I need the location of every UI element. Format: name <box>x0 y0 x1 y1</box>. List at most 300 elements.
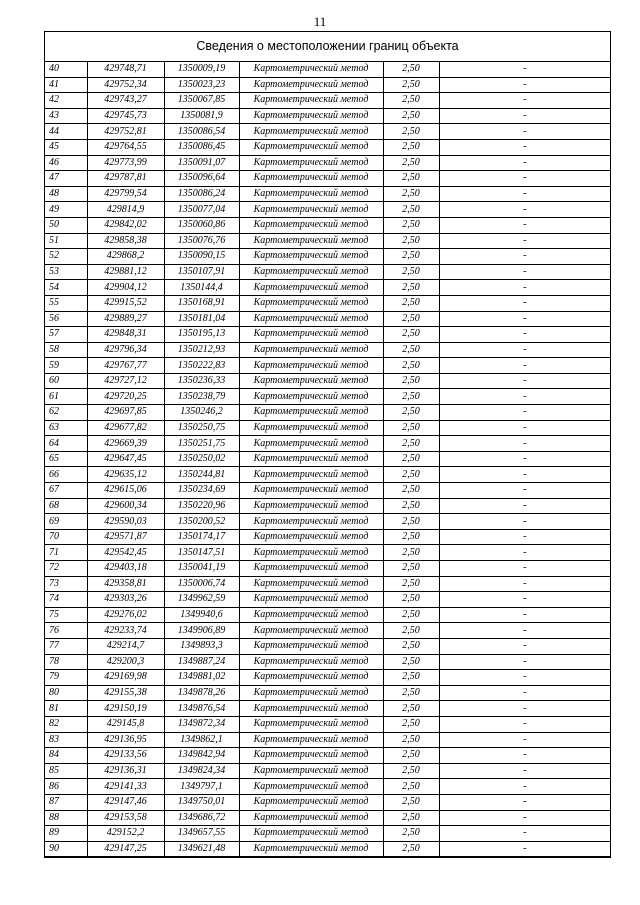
table-row <box>45 514 610 530</box>
method-cell: Картометрический метод <box>239 139 383 155</box>
point-number-cell: 71 <box>45 545 87 561</box>
point-number-cell: 74 <box>45 592 87 608</box>
method-cell: Картометрический метод <box>239 342 383 358</box>
x-coordinate-cell: 429787,81 <box>87 171 164 187</box>
y-coordinate-cell: 1349862,1 <box>164 732 239 748</box>
accuracy-cell: 2,50 <box>383 841 439 857</box>
x-coordinate-cell: 429752,81 <box>87 124 164 140</box>
method-cell: Картометрический метод <box>239 732 383 748</box>
method-cell: Картометрический метод <box>239 217 383 233</box>
table-row <box>45 405 610 421</box>
method-cell: Картометрический метод <box>239 701 383 717</box>
table-row <box>45 654 610 670</box>
accuracy-cell: 2,50 <box>383 62 439 77</box>
table-row <box>45 685 610 701</box>
description-cell: - <box>439 264 610 280</box>
table-row <box>45 561 610 577</box>
method-cell: Картометрический метод <box>239 405 383 421</box>
table-row <box>45 748 610 764</box>
x-coordinate-cell: 429748,71 <box>87 62 164 77</box>
accuracy-cell: 2,50 <box>383 498 439 514</box>
method-cell: Картометрический метод <box>239 638 383 654</box>
y-coordinate-cell: 1349876,54 <box>164 701 239 717</box>
method-cell: Картометрический метод <box>239 592 383 608</box>
description-cell: - <box>439 405 610 421</box>
description-cell: - <box>439 217 610 233</box>
description-cell: - <box>439 685 610 701</box>
point-number-cell: 47 <box>45 171 87 187</box>
method-cell: Картометрический метод <box>239 358 383 374</box>
y-coordinate-cell: 1349872,34 <box>164 716 239 732</box>
table-row <box>45 716 610 732</box>
y-coordinate-cell: 1350096,64 <box>164 171 239 187</box>
method-cell: Картометрический метод <box>239 841 383 857</box>
y-coordinate-cell: 1350086,45 <box>164 139 239 155</box>
accuracy-cell: 2,50 <box>383 280 439 296</box>
x-coordinate-cell: 429136,31 <box>87 763 164 779</box>
table-row <box>45 311 610 327</box>
point-number-cell: 50 <box>45 217 87 233</box>
method-cell: Картометрический метод <box>239 670 383 686</box>
accuracy-cell: 2,50 <box>383 561 439 577</box>
point-number-cell: 55 <box>45 295 87 311</box>
method-cell: Картометрический метод <box>239 826 383 842</box>
method-cell: Картометрический метод <box>239 685 383 701</box>
description-cell: - <box>439 716 610 732</box>
y-coordinate-cell: 1350236,33 <box>164 373 239 389</box>
table-row <box>45 280 610 296</box>
y-coordinate-cell: 1350251,75 <box>164 436 239 452</box>
description-cell: - <box>439 155 610 171</box>
accuracy-cell: 2,50 <box>383 233 439 249</box>
accuracy-cell: 2,50 <box>383 779 439 795</box>
x-coordinate-cell: 429147,46 <box>87 794 164 810</box>
x-coordinate-cell: 429169,98 <box>87 670 164 686</box>
point-number-cell: 89 <box>45 826 87 842</box>
table-row <box>45 124 610 140</box>
accuracy-cell: 2,50 <box>383 592 439 608</box>
point-number-cell: 61 <box>45 389 87 405</box>
table-row <box>45 592 610 608</box>
accuracy-cell: 2,50 <box>383 748 439 764</box>
point-number-cell: 64 <box>45 436 87 452</box>
accuracy-cell: 2,50 <box>383 202 439 218</box>
y-coordinate-cell: 1349881,02 <box>164 670 239 686</box>
accuracy-cell: 2,50 <box>383 467 439 483</box>
description-cell: - <box>439 108 610 124</box>
method-cell: Картометрический метод <box>239 794 383 810</box>
method-cell: Картометрический метод <box>239 155 383 171</box>
description-cell: - <box>439 607 610 623</box>
x-coordinate-cell: 429635,12 <box>87 467 164 483</box>
description-cell: - <box>439 623 610 639</box>
description-cell: - <box>439 373 610 389</box>
accuracy-cell: 2,50 <box>383 701 439 717</box>
y-coordinate-cell: 1350181,04 <box>164 311 239 327</box>
method-cell: Картометрический метод <box>239 529 383 545</box>
y-coordinate-cell: 1349940,6 <box>164 607 239 623</box>
accuracy-cell: 2,50 <box>383 716 439 732</box>
y-coordinate-cell: 1350107,91 <box>164 264 239 280</box>
accuracy-cell: 2,50 <box>383 358 439 374</box>
x-coordinate-cell: 429571,87 <box>87 529 164 545</box>
description-cell: - <box>439 327 610 343</box>
table-row <box>45 171 610 187</box>
accuracy-cell: 2,50 <box>383 638 439 654</box>
method-cell: Картометрический метод <box>239 233 383 249</box>
x-coordinate-cell: 429669,39 <box>87 436 164 452</box>
point-number-cell: 85 <box>45 763 87 779</box>
x-coordinate-cell: 429868,2 <box>87 249 164 265</box>
description-cell: - <box>439 592 610 608</box>
description-cell: - <box>439 93 610 109</box>
accuracy-cell: 2,50 <box>383 763 439 779</box>
x-coordinate-cell: 429615,06 <box>87 483 164 499</box>
accuracy-cell: 2,50 <box>383 607 439 623</box>
description-cell: - <box>439 638 610 654</box>
accuracy-cell: 2,50 <box>383 155 439 171</box>
method-cell: Картометрический метод <box>239 654 383 670</box>
description-cell: - <box>439 529 610 545</box>
description-cell: - <box>439 389 610 405</box>
coordinates-table <box>45 62 610 857</box>
description-cell: - <box>439 451 610 467</box>
y-coordinate-cell: 1350077,04 <box>164 202 239 218</box>
method-cell: Картометрический метод <box>239 436 383 452</box>
accuracy-cell: 2,50 <box>383 826 439 842</box>
description-cell: - <box>439 186 610 202</box>
x-coordinate-cell: 429796,34 <box>87 342 164 358</box>
y-coordinate-cell: 1350174,17 <box>164 529 239 545</box>
accuracy-cell: 2,50 <box>383 654 439 670</box>
point-number-cell: 49 <box>45 202 87 218</box>
table-row <box>45 670 610 686</box>
table-row <box>45 139 610 155</box>
table-row <box>45 389 610 405</box>
method-cell: Картометрический метод <box>239 389 383 405</box>
accuracy-cell: 2,50 <box>383 124 439 140</box>
x-coordinate-cell: 429145,8 <box>87 716 164 732</box>
method-cell: Картометрический метод <box>239 576 383 592</box>
accuracy-cell: 2,50 <box>383 670 439 686</box>
description-cell: - <box>439 826 610 842</box>
x-coordinate-cell: 429858,38 <box>87 233 164 249</box>
point-number-cell: 66 <box>45 467 87 483</box>
point-number-cell: 43 <box>45 108 87 124</box>
table-row <box>45 420 610 436</box>
method-cell: Картометрический метод <box>239 779 383 795</box>
description-cell: - <box>439 794 610 810</box>
point-number-cell: 60 <box>45 373 87 389</box>
method-cell: Картометрический метод <box>239 467 383 483</box>
method-cell: Картометрический метод <box>239 623 383 639</box>
y-coordinate-cell: 1349621,48 <box>164 841 239 857</box>
point-number-cell: 72 <box>45 561 87 577</box>
x-coordinate-cell: 429915,52 <box>87 295 164 311</box>
table-row <box>45 576 610 592</box>
point-number-cell: 51 <box>45 233 87 249</box>
description-cell: - <box>439 779 610 795</box>
table-row <box>45 108 610 124</box>
accuracy-cell: 2,50 <box>383 545 439 561</box>
x-coordinate-cell: 429677,82 <box>87 420 164 436</box>
accuracy-cell: 2,50 <box>383 264 439 280</box>
x-coordinate-cell: 429697,85 <box>87 405 164 421</box>
y-coordinate-cell: 1350147,51 <box>164 545 239 561</box>
accuracy-cell: 2,50 <box>383 529 439 545</box>
description-cell: - <box>439 295 610 311</box>
y-coordinate-cell: 1349824,34 <box>164 763 239 779</box>
description-cell: - <box>439 202 610 218</box>
y-coordinate-cell: 1349878,26 <box>164 685 239 701</box>
accuracy-cell: 2,50 <box>383 389 439 405</box>
x-coordinate-cell: 429403,18 <box>87 561 164 577</box>
accuracy-cell: 2,50 <box>383 342 439 358</box>
description-cell: - <box>439 420 610 436</box>
accuracy-cell: 2,50 <box>383 732 439 748</box>
point-number-cell: 81 <box>45 701 87 717</box>
y-coordinate-cell: 1350060,86 <box>164 217 239 233</box>
x-coordinate-cell: 429155,38 <box>87 685 164 701</box>
x-coordinate-cell: 429743,27 <box>87 93 164 109</box>
x-coordinate-cell: 429358,81 <box>87 576 164 592</box>
method-cell: Картометрический метод <box>239 171 383 187</box>
description-cell: - <box>439 763 610 779</box>
table-row <box>45 327 610 343</box>
y-coordinate-cell: 1349887,24 <box>164 654 239 670</box>
description-cell: - <box>439 139 610 155</box>
x-coordinate-cell: 429842,02 <box>87 217 164 233</box>
y-coordinate-cell: 1350250,02 <box>164 451 239 467</box>
y-coordinate-cell: 1350086,24 <box>164 186 239 202</box>
description-cell: - <box>439 748 610 764</box>
x-coordinate-cell: 429745,73 <box>87 108 164 124</box>
y-coordinate-cell: 1350006,74 <box>164 576 239 592</box>
point-number-cell: 88 <box>45 810 87 826</box>
description-cell: - <box>439 561 610 577</box>
x-coordinate-cell: 429542,45 <box>87 545 164 561</box>
x-coordinate-cell: 429799,54 <box>87 186 164 202</box>
point-number-cell: 86 <box>45 779 87 795</box>
y-coordinate-cell: 1350144,4 <box>164 280 239 296</box>
description-cell: - <box>439 654 610 670</box>
description-cell: - <box>439 467 610 483</box>
point-number-cell: 48 <box>45 186 87 202</box>
y-coordinate-cell: 1350041,19 <box>164 561 239 577</box>
description-cell: - <box>439 670 610 686</box>
method-cell: Картометрический метод <box>239 545 383 561</box>
table-row <box>45 529 610 545</box>
method-cell: Картометрический метод <box>239 264 383 280</box>
table-row <box>45 451 610 467</box>
table-row <box>45 638 610 654</box>
point-number-cell: 41 <box>45 77 87 93</box>
y-coordinate-cell: 1350168,91 <box>164 295 239 311</box>
point-number-cell: 57 <box>45 327 87 343</box>
table-row <box>45 436 610 452</box>
x-coordinate-cell: 429200,3 <box>87 654 164 670</box>
method-cell: Картометрический метод <box>239 124 383 140</box>
x-coordinate-cell: 429881,12 <box>87 264 164 280</box>
method-cell: Картометрический метод <box>239 607 383 623</box>
method-cell: Картометрический метод <box>239 280 383 296</box>
point-number-cell: 62 <box>45 405 87 421</box>
table-row <box>45 701 610 717</box>
x-coordinate-cell: 429276,02 <box>87 607 164 623</box>
description-cell: - <box>439 62 610 77</box>
x-coordinate-cell: 429303,26 <box>87 592 164 608</box>
accuracy-cell: 2,50 <box>383 186 439 202</box>
table-row <box>45 498 610 514</box>
accuracy-cell: 2,50 <box>383 171 439 187</box>
point-number-cell: 83 <box>45 732 87 748</box>
method-cell: Картометрический метод <box>239 93 383 109</box>
accuracy-cell: 2,50 <box>383 217 439 233</box>
x-coordinate-cell: 429720,25 <box>87 389 164 405</box>
table-row <box>45 841 610 857</box>
point-number-cell: 87 <box>45 794 87 810</box>
point-number-cell: 53 <box>45 264 87 280</box>
table-row <box>45 233 610 249</box>
point-number-cell: 78 <box>45 654 87 670</box>
table-row <box>45 779 610 795</box>
description-cell: - <box>439 311 610 327</box>
table-row <box>45 826 610 842</box>
boundary-coordinates-table-frame <box>44 31 611 858</box>
table-row <box>45 155 610 171</box>
y-coordinate-cell: 1349686,72 <box>164 810 239 826</box>
description-cell: - <box>439 841 610 857</box>
description-cell: - <box>439 701 610 717</box>
method-cell: Картометрический метод <box>239 202 383 218</box>
x-coordinate-cell: 429727,12 <box>87 373 164 389</box>
table-row <box>45 186 610 202</box>
y-coordinate-cell: 1350212,93 <box>164 342 239 358</box>
y-coordinate-cell: 1350238,79 <box>164 389 239 405</box>
y-coordinate-cell: 1350234,69 <box>164 483 239 499</box>
table-row <box>45 342 610 358</box>
method-cell: Картометрический метод <box>239 311 383 327</box>
method-cell: Картометрический метод <box>239 748 383 764</box>
table-row <box>45 607 610 623</box>
description-cell: - <box>439 810 610 826</box>
method-cell: Картометрический метод <box>239 62 383 77</box>
accuracy-cell: 2,50 <box>383 373 439 389</box>
x-coordinate-cell: 429767,77 <box>87 358 164 374</box>
description-cell: - <box>439 77 610 93</box>
y-coordinate-cell: 1349962,59 <box>164 592 239 608</box>
table-row <box>45 358 610 374</box>
y-coordinate-cell: 1350222,83 <box>164 358 239 374</box>
x-coordinate-cell: 429600,34 <box>87 498 164 514</box>
x-coordinate-cell: 429133,56 <box>87 748 164 764</box>
x-coordinate-cell: 429136,95 <box>87 732 164 748</box>
description-cell: - <box>439 514 610 530</box>
description-cell: - <box>439 358 610 374</box>
description-cell: - <box>439 436 610 452</box>
method-cell: Картометрический метод <box>239 108 383 124</box>
y-coordinate-cell: 1350009,19 <box>164 62 239 77</box>
point-number-cell: 68 <box>45 498 87 514</box>
accuracy-cell: 2,50 <box>383 685 439 701</box>
description-cell: - <box>439 233 610 249</box>
method-cell: Картометрический метод <box>239 763 383 779</box>
point-number-cell: 69 <box>45 514 87 530</box>
y-coordinate-cell: 1349893,3 <box>164 638 239 654</box>
x-coordinate-cell: 429773,99 <box>87 155 164 171</box>
point-number-cell: 73 <box>45 576 87 592</box>
y-coordinate-cell: 1350091,07 <box>164 155 239 171</box>
point-number-cell: 80 <box>45 685 87 701</box>
method-cell: Картометрический метод <box>239 420 383 436</box>
x-coordinate-cell: 429647,45 <box>87 451 164 467</box>
y-coordinate-cell: 1350086,54 <box>164 124 239 140</box>
x-coordinate-cell: 429153,58 <box>87 810 164 826</box>
table-row <box>45 810 610 826</box>
method-cell: Картометрический метод <box>239 373 383 389</box>
x-coordinate-cell: 429848,31 <box>87 327 164 343</box>
point-number-cell: 59 <box>45 358 87 374</box>
x-coordinate-cell: 429150,19 <box>87 701 164 717</box>
method-cell: Картометрический метод <box>239 249 383 265</box>
method-cell: Картометрический метод <box>239 77 383 93</box>
accuracy-cell: 2,50 <box>383 483 439 499</box>
x-coordinate-cell: 429889,27 <box>87 311 164 327</box>
description-cell: - <box>439 732 610 748</box>
description-cell: - <box>439 483 610 499</box>
accuracy-cell: 2,50 <box>383 327 439 343</box>
accuracy-cell: 2,50 <box>383 420 439 436</box>
x-coordinate-cell: 429147,25 <box>87 841 164 857</box>
table-row <box>45 732 610 748</box>
x-coordinate-cell: 429590,03 <box>87 514 164 530</box>
description-cell: - <box>439 280 610 296</box>
x-coordinate-cell: 429233,74 <box>87 623 164 639</box>
page-number: 11 <box>313 14 327 29</box>
table-row <box>45 295 610 311</box>
x-coordinate-cell: 429152,2 <box>87 826 164 842</box>
point-number-cell: 46 <box>45 155 87 171</box>
x-coordinate-cell: 429752,34 <box>87 77 164 93</box>
point-number-cell: 77 <box>45 638 87 654</box>
x-coordinate-cell: 429814,9 <box>87 202 164 218</box>
table-row <box>45 763 610 779</box>
point-number-cell: 52 <box>45 249 87 265</box>
description-cell: - <box>439 342 610 358</box>
method-cell: Картометрический метод <box>239 451 383 467</box>
description-cell: - <box>439 498 610 514</box>
method-cell: Картометрический метод <box>239 498 383 514</box>
table-row <box>45 373 610 389</box>
point-number-cell: 84 <box>45 748 87 764</box>
description-cell: - <box>439 124 610 140</box>
y-coordinate-cell: 1350195,13 <box>164 327 239 343</box>
method-cell: Картометрический метод <box>239 483 383 499</box>
coordinates-table-body <box>45 62 610 857</box>
point-number-cell: 65 <box>45 451 87 467</box>
x-coordinate-cell: 429764,55 <box>87 139 164 155</box>
description-cell: - <box>439 545 610 561</box>
point-number-cell: 63 <box>45 420 87 436</box>
table-row <box>45 794 610 810</box>
y-coordinate-cell: 1349797,1 <box>164 779 239 795</box>
y-coordinate-cell: 1350081,9 <box>164 108 239 124</box>
point-number-cell: 90 <box>45 841 87 857</box>
y-coordinate-cell: 1350076,76 <box>164 233 239 249</box>
point-number-cell: 45 <box>45 139 87 155</box>
table-row <box>45 77 610 93</box>
y-coordinate-cell: 1350090,15 <box>164 249 239 265</box>
